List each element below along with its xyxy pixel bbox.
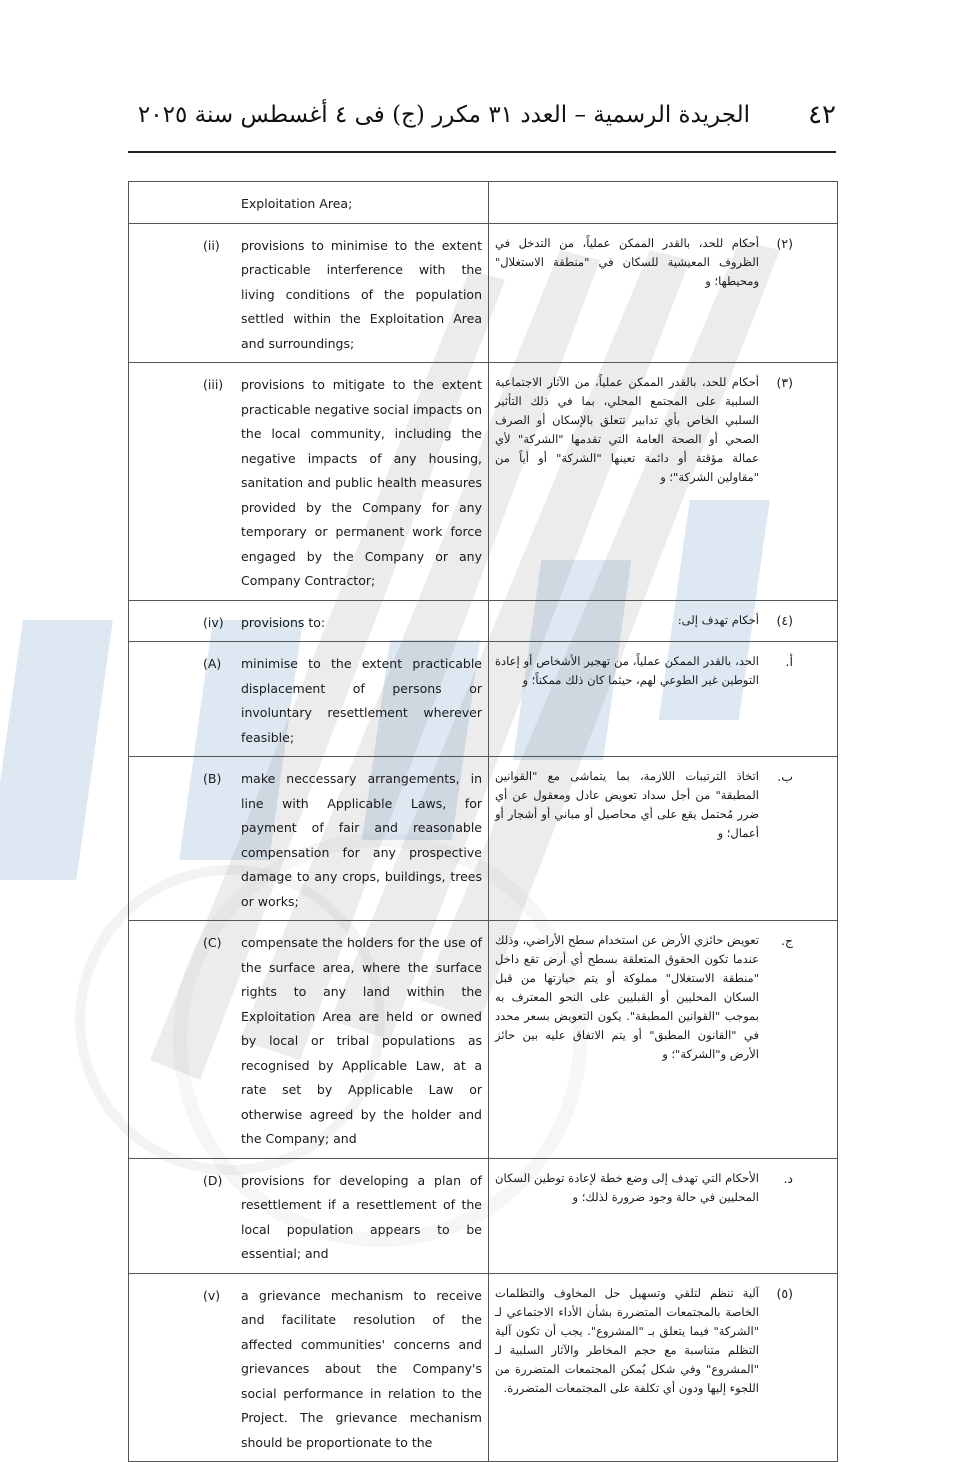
arabic-cell: [489, 363, 838, 601]
arabic-cell: [489, 182, 838, 224]
table-row: [129, 363, 838, 601]
arabic-item-number: ب.: [777, 769, 793, 784]
english-clause-text: make neccessary arrangements, in line with Applicable Laws, for payment of fair and reasonable compensation for any prospective damage to any crops, buildings, trees or works;: [241, 771, 482, 909]
english-cell: [129, 921, 489, 1159]
english-clause-text: minimise to the extent practicable displacement of persons or involuntary resettlement wherever feasible;: [241, 656, 482, 745]
arabic-clause-text: الحد، بالقدر الممكن عملياً، من تهجير الأشخاص أو إعادة التوطين غير الطوعي لهم، حيثما كان ذلك ممكناً؛ و: [495, 654, 759, 687]
english-clause-text: provisions to mitigate to the extent practicable negative social impacts on the local community, including the negative impacts of any housing, sanitation and public health measures provided by the Company for any temporary or permanent work force engaged by the Company or any Company Contractor;: [241, 377, 482, 588]
table-row: [129, 600, 838, 642]
arabic-clause-text: اتخاذ الترتيبات اللازمة، بما يتماشى مع "القوانين المطبقة" من أجل سداد تعويض عادل ومعقول عن أي ضرر مُحتمل يقع على أي محاصيل أو مباني أو أشجار أو أعمال؛ و: [495, 769, 759, 840]
gazette-title: الجريدة الرسمية – العدد ٣١ مكرر (ج) فى ٤ أغسطس سنة ٢٠٢٥: [137, 102, 750, 128]
arabic-cell: [489, 921, 838, 1159]
arabic-clause-text: آلية تنظم لتلقي وتسهيل حل المخاوف والتظلمات الخاصة بالمجتمعات المتضررة بشأن الأداء الاجتماعي لـ "الشركة" فيما يتعلق بـ "المشروع". يجب أن تكون آلية التظلم متناسبة مع حجم المخاطر والآثار السلبية لـ "المشروع" وفي شكل يُمكن المجتمعات المتضررة من اللجوء إليها ودون أي تكلفة على المجتمعات المتضررة.: [495, 1285, 759, 1395]
arabic-clause-text: الأحكام التي تهدف إلى وضع خطة لإعادة توطين السكان المحليين في حالة وجود ضرورة لذلك؛ و: [495, 1170, 759, 1204]
english-cell: [129, 600, 489, 642]
english-cell: [129, 363, 489, 601]
arabic-item-number: (٣): [776, 375, 793, 390]
english-item-number: (D): [203, 1172, 223, 1188]
english-item-number: (iii): [203, 377, 224, 392]
arabic-cell: [489, 1158, 838, 1273]
arabic-clause-text: أحكام للحد، بالقدر الممكن عملياً، من التدخل في الظروف المعيشية للسكان في "منطقة الاستغلال" ومحيطها؛ و: [495, 235, 759, 288]
arabic-clause-text: أحكام تهدف إلى:: [677, 612, 759, 627]
english-item-number: (v): [203, 1287, 221, 1303]
arabic-item-number: أ.: [785, 654, 793, 669]
table-row: [129, 1273, 838, 1462]
arabic-clause-text: أحكام للحد، بالقدر الممكن عملياً، من الآثار الاجتماعية السلبية على المجتمع المحلي، بما في ذلك التأثير السلبي الخاص بأي تدابير تتعلق بالإسكان أو الصرف الصحي أو الصحة العامة التي تقدمها "الشركة" لأي عمالة مؤقتة أو دائمة تعينها "الشركة" أو أياً من "مقاولين الشركة"؛ و: [495, 375, 759, 484]
english-item-number: (B): [203, 771, 222, 786]
english-clause-text: provisions to minimise to the extent practicable interference with the living conditions of the population settled within the Exploitation Area and surroundings;: [241, 237, 482, 351]
arabic-cell: [489, 600, 838, 642]
english-cell: [129, 642, 489, 757]
english-cell: [129, 182, 489, 224]
arabic-cell: [489, 642, 838, 757]
english-cell: [129, 223, 489, 363]
english-clause-text: compensate the holders for the use of the surface area, where the surface rights to any land within the Exploitation Area are held or owned by local or tribal populations as recognised by Applicable Law, at a rate set by Applicable Law or otherwise agreed by the holder and the Company; and: [241, 935, 482, 1146]
table-row: [129, 757, 838, 921]
english-clause-text: Exploitation Area;: [241, 196, 353, 211]
table-row: [129, 223, 838, 363]
arabic-cell: [489, 757, 838, 921]
english-item-number: (iv): [203, 614, 224, 630]
arabic-item-number: (٥): [776, 1285, 793, 1301]
table-row: [129, 182, 838, 224]
english-clause-text: provisions to:: [241, 614, 326, 630]
arabic-item-number: (٢): [776, 235, 793, 251]
english-clause-text: provisions for developing a plan of resettlement if a resettlement of the local population appears to be essential; and: [241, 1172, 482, 1261]
bilingual-table: [128, 181, 838, 1462]
english-cell: [129, 757, 489, 921]
table-row: [129, 642, 838, 757]
arabic-clause-text: تعويض حائزي الأرض عن استخدام سطح الأراضي، وذلك عندما تكون الحقوق المتعلقة بسطح أي أرض تقع داخل "منطقة الاستغلال" مملوكة أو يتم حيازتها من قبل السكان المحليين أو القبليين على النحو المعترف به بموجب "القوانين المطبقة". يكون التعويض بسعر محدد في "القانون المطبق" أو يتم الاتفاق عليه بين حائز الأرض و"الشركة"؛ و: [495, 933, 759, 1061]
table-row: [129, 1158, 838, 1273]
arabic-item-number: (٤): [776, 612, 793, 628]
arabic-item-number: ج.: [780, 933, 793, 948]
page-number: ٤٢: [808, 100, 836, 130]
arabic-item-number: د.: [783, 1170, 793, 1186]
table-row: [129, 921, 838, 1159]
english-item-number: (C): [203, 935, 222, 950]
header-rule: [128, 151, 836, 153]
page-header: [128, 100, 836, 140]
english-item-number: (ii): [203, 237, 220, 253]
english-clause-text: a grievance mechanism to receive and facilitate resolution of the affected communities' concerns and grievances about the Company's social performance in relation to the Project. The grievance mechanism should be proportionate to the: [241, 1287, 482, 1450]
arabic-cell: [489, 1273, 838, 1462]
english-item-number: (A): [203, 656, 222, 671]
english-cell: [129, 1158, 489, 1273]
english-cell: [129, 1273, 489, 1462]
arabic-cell: [489, 223, 838, 363]
arabic-clause-text: [495, 182, 759, 198]
